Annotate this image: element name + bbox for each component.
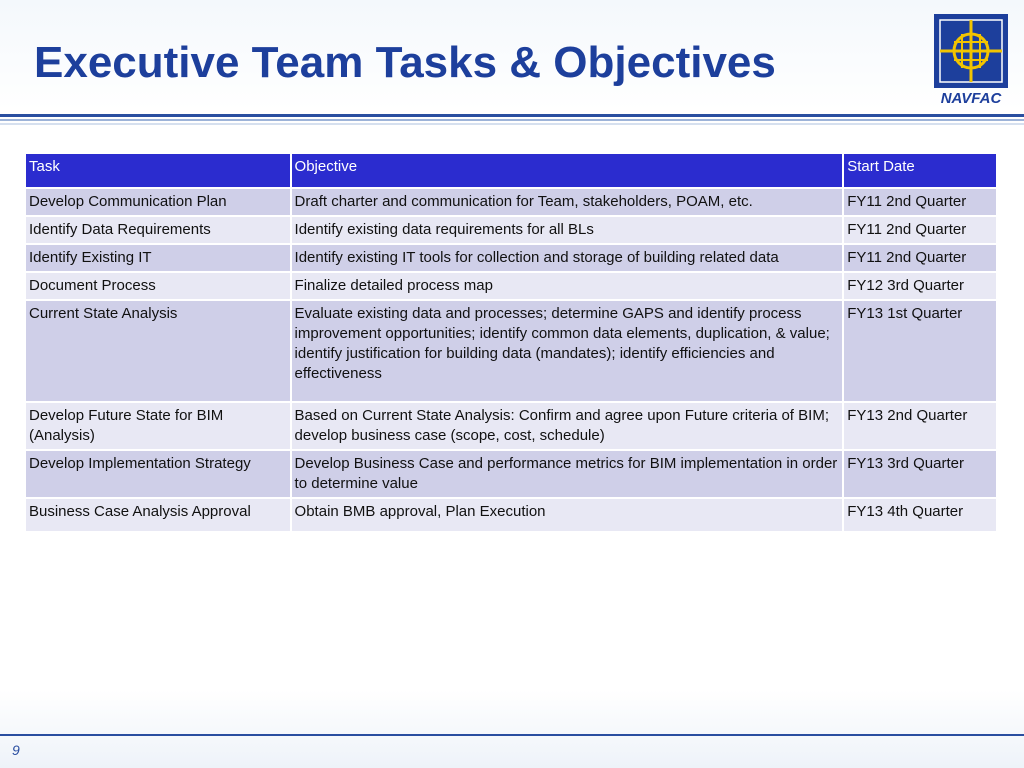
start-date-cell: FY12 3rd Quarter — [843, 272, 997, 300]
task-cell: Current State Analysis — [25, 300, 291, 402]
start-date-cell: FY13 2nd Quarter — [843, 402, 997, 450]
task-cell: Develop Communication Plan — [25, 188, 291, 216]
header-rule-tertiary — [0, 123, 1024, 125]
task-cell: Identify Existing IT — [25, 244, 291, 272]
page-number: 9 — [12, 742, 20, 758]
task-cell: Develop Future State for BIM (Analysis) — [25, 402, 291, 450]
objective-cell: Develop Business Case and performance metrics for BIM implementation in order to determine value — [291, 450, 844, 498]
objective-cell: Finalize detailed process map — [291, 272, 844, 300]
start-date-cell: FY13 3rd Quarter — [843, 450, 997, 498]
column-header-start-date: Start Date — [843, 153, 997, 188]
task-cell: Identify Data Requirements — [25, 216, 291, 244]
objective-cell: Identify existing IT tools for collection and storage of building related data — [291, 244, 844, 272]
start-date-cell: FY11 2nd Quarter — [843, 244, 997, 272]
table-row — [25, 300, 997, 402]
task-cell: Business Case Analysis Approval — [25, 498, 291, 532]
column-header-objective: Objective — [291, 153, 844, 188]
navfac-emblem-icon — [934, 14, 1008, 88]
header-rule — [0, 114, 1024, 117]
objective-cell: Based on Current State Analysis: Confirm and agree upon Future criteria of BIM; develop business case (scope, cost, schedule) — [291, 402, 844, 450]
task-cell: Document Process — [25, 272, 291, 300]
table-row — [25, 498, 997, 532]
objective-cell: Draft charter and communication for Team, stakeholders, POAM, etc. — [291, 188, 844, 216]
table-row — [25, 402, 997, 450]
objective-cell: Identify existing data requirements for all BLs — [291, 216, 844, 244]
table-row — [25, 272, 997, 300]
tasks-table — [24, 152, 998, 533]
table-row — [25, 244, 997, 272]
column-header-task: Task — [25, 153, 291, 188]
table-row — [25, 216, 997, 244]
start-date-cell: FY11 2nd Quarter — [843, 216, 997, 244]
header-rule-secondary — [0, 119, 1024, 121]
start-date-cell: FY13 1st Quarter — [843, 300, 997, 402]
table-row — [25, 450, 997, 498]
start-date-cell: FY13 4th Quarter — [843, 498, 997, 532]
logo-text: NAVFAC — [940, 90, 1002, 107]
objective-cell: Evaluate existing data and processes; determine GAPS and identify process improvement opportunities; identify common data elements, duplication, & value; identify justification for building data (mandates); identify efficiencies and effectiveness — [291, 300, 844, 402]
objective-cell: Obtain BMB approval, Plan Execution — [291, 498, 844, 532]
task-cell: Develop Implementation Strategy — [25, 450, 291, 498]
table-header-row — [25, 153, 997, 188]
table-row — [25, 188, 997, 216]
slide-title: Executive Team Tasks & Objectives — [34, 38, 776, 87]
footer-rule — [0, 734, 1024, 736]
start-date-cell: FY11 2nd Quarter — [843, 188, 997, 216]
navfac-logo — [928, 14, 1014, 110]
